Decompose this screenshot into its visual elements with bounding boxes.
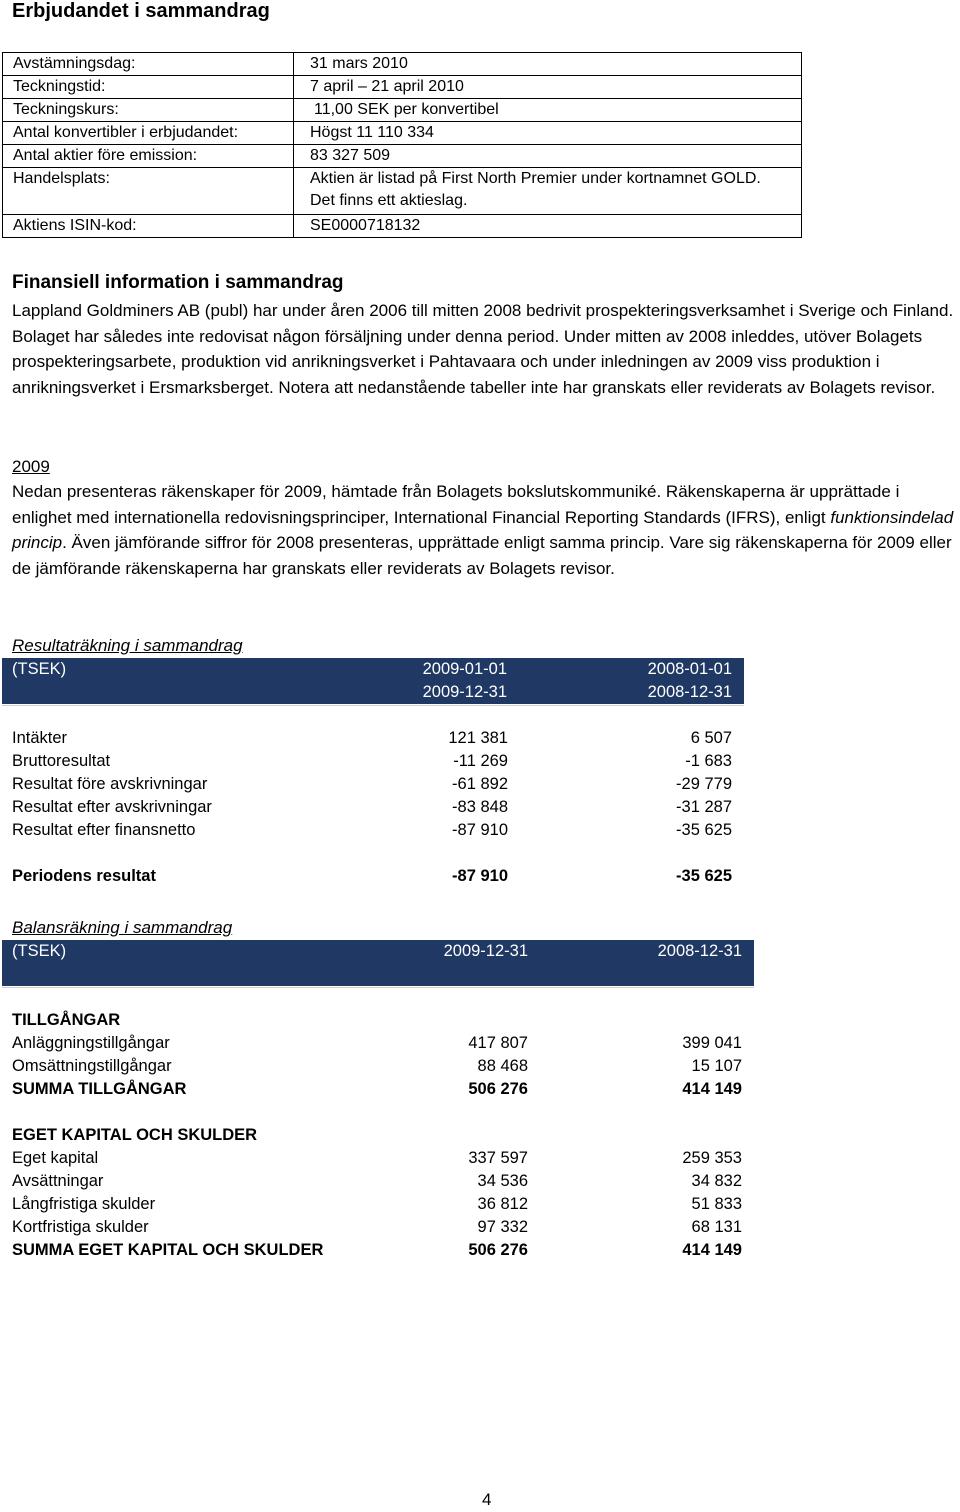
- income-row-label: Bruttoresultat: [12, 752, 111, 770]
- assets-total-label: SUMMA TILLGÅNGAR: [12, 1080, 187, 1098]
- balance-col2: 2008-12-31: [657, 942, 742, 960]
- income-total-value-2008: -35 625: [676, 867, 732, 885]
- summary-value: Högst 11 110 334: [294, 122, 802, 145]
- income-row-value-2009: -83 848: [452, 798, 508, 816]
- summary-key: Aktiens ISIN-kod:: [3, 215, 294, 238]
- year-paragraph-italic: funktionsindelad princip: [12, 507, 954, 552]
- income-row-label: Resultat före avskrivningar: [12, 775, 208, 793]
- balance-row-value-2008: 68 131: [691, 1218, 742, 1236]
- financial-info-heading: Finansiell information i sammandrag: [12, 272, 344, 293]
- balance-header-underline: [2, 987, 754, 988]
- balance-header-bar: [2, 940, 754, 986]
- summary-value-line2: Det finns ett aktieslag.: [310, 192, 468, 209]
- summary-value: 7 april – 21 april 2010: [294, 76, 802, 99]
- income-row-value-2009: -11 269: [453, 752, 508, 770]
- balance-row-value-2008: 399 041: [682, 1034, 742, 1052]
- income-row-value-2008: -35 625: [676, 821, 732, 839]
- balance-row-value-2008: 51 833: [691, 1195, 742, 1213]
- income-header-bar: [2, 658, 744, 704]
- summary-key: Teckningstid:: [3, 76, 294, 99]
- balance-row-value-2009: 97 332: [477, 1218, 528, 1236]
- year-paragraph-part2: . Även jämförande siffror för 2008 presenteras, upprättade enligt samma princip. Vare sig räkenskaperna för 2009 eller de jämförande räkenskaperna har granskats eller reviderats av Bolagets revisor.: [12, 533, 952, 578]
- table-row: [3, 122, 802, 145]
- income-row-label: Resultat efter finansnetto: [12, 821, 196, 839]
- table-row: [3, 215, 802, 238]
- balance-row-value-2009: 88 468: [477, 1057, 528, 1075]
- summary-key: Avstämningsdag:: [3, 53, 294, 76]
- income-row-value-2008: 6 507: [690, 729, 732, 747]
- balance-col1: 2009-12-31: [443, 942, 528, 960]
- summary-key: Handelsplats:: [3, 168, 294, 215]
- balance-row-value-2009: 417 807: [468, 1034, 528, 1052]
- balance-row-label: Eget kapital: [12, 1149, 99, 1167]
- page-title: Erbjudandet i sammandrag: [12, 0, 270, 22]
- balance-row-value-2008: 34 832: [691, 1172, 742, 1190]
- balance-heading: Balansräkning i sammandrag: [12, 918, 233, 937]
- liabilities-heading: EGET KAPITAL OCH SKULDER: [12, 1126, 258, 1144]
- balance-row-value-2008: 259 353: [682, 1149, 742, 1167]
- balance-unit: (TSEK): [12, 942, 67, 960]
- balance-row-label: Långfristiga skulder: [12, 1195, 156, 1213]
- summary-value: [294, 168, 802, 215]
- summary-key: Antal konvertibler i erbjudandet:: [3, 122, 294, 145]
- summary-key: Teckningskurs:: [3, 99, 294, 122]
- offer-summary-table: [2, 52, 802, 238]
- balance-row-label: Kortfristiga skulder: [12, 1218, 149, 1236]
- income-total-label: Periodens resultat: [12, 867, 156, 885]
- balance-row-label: Omsättningstillgångar: [12, 1057, 172, 1075]
- balance-row-value-2009: 34 536: [477, 1172, 528, 1190]
- income-heading: Resultaträkning i sammandrag: [12, 636, 243, 655]
- income-col2-to: 2008-12-31: [647, 683, 732, 701]
- balance-row-value-2008: 15 107: [691, 1057, 742, 1075]
- income-row-value-2008: -29 779: [676, 775, 732, 793]
- table-row: [3, 168, 802, 215]
- income-unit: (TSEK): [12, 660, 67, 678]
- income-col1-to: 2009-12-31: [422, 683, 507, 701]
- summary-value: 11,00 SEK per konvertibel: [294, 99, 802, 122]
- assets-total-value-2008: 414 149: [682, 1080, 742, 1098]
- year-paragraph-part1: Nedan presenteras räkenskaper för 2009, hämtade från Bolagets bokslutskommuniké. Räkenskaperna är upprättade i enlighet med internationella redovisningsprinciper, International Financial Reporting Standards (IFRS), enligt: [12, 482, 900, 527]
- income-col2-from: 2008-01-01: [647, 660, 732, 678]
- page-number: 4: [482, 1490, 492, 1509]
- balance-row-label: Anläggningstillgångar: [12, 1034, 170, 1052]
- assets-total-value-2009: 506 276: [468, 1080, 528, 1098]
- income-row-value-2009: 121 381: [448, 729, 508, 747]
- income-row-value-2009: -87 910: [452, 821, 508, 839]
- summary-key: Antal aktier före emission:: [3, 145, 294, 168]
- balance-row-label: Avsättningar: [12, 1172, 104, 1190]
- income-total-value-2009: -87 910: [452, 867, 508, 885]
- income-row-value-2008: -1 683: [685, 752, 732, 770]
- table-row: [3, 99, 802, 122]
- balance-row-value-2009: 36 812: [477, 1195, 528, 1213]
- summary-value: SE0000718132: [294, 215, 802, 238]
- income-row-label: Intäkter: [12, 729, 68, 747]
- income-row-value-2009: -61 892: [452, 775, 508, 793]
- balance-row-value-2009: 337 597: [468, 1149, 528, 1167]
- summary-value: 31 mars 2010: [294, 53, 802, 76]
- year-heading: 2009: [12, 457, 50, 476]
- liabilities-total-label: SUMMA EGET KAPITAL OCH SKULDER: [12, 1241, 324, 1259]
- liabilities-total-value-2009: 506 276: [468, 1241, 528, 1259]
- income-row-label: Resultat efter avskrivningar: [12, 798, 212, 816]
- income-row-value-2008: -31 287: [676, 798, 732, 816]
- table-row: [3, 53, 802, 76]
- income-col1-from: 2009-01-01: [422, 660, 507, 678]
- financial-info-paragraph: Lappland Goldminers AB (publ) har under åren 2006 till mitten 2008 bedrivit prospekteringsverksamhet i Sverige och Finland. Bolaget har således inte redovisat någon försäljning under denna period. Under mitten av 2008 inleddes, utöver Bolagets prospekteringsarbete, produktion vid anrikningsverket i Pahtavaara och under inledningen av 2009 viss produktion i anrikningsverket i Ersmarksberget. Notera att nedanstående tabeller inte har granskats eller reviderats av Bolagets revisor.: [12, 301, 954, 397]
- year-paragraph: [12, 479, 958, 581]
- liabilities-total-value-2008: 414 149: [682, 1241, 742, 1259]
- table-row: [3, 145, 802, 168]
- income-header-underline: [2, 705, 744, 706]
- assets-heading: TILLGÅNGAR: [12, 1011, 121, 1029]
- summary-value-line1: Aktien är listad på First North Premier under kortnamnet GOLD.: [310, 170, 761, 187]
- summary-value: 83 327 509: [294, 145, 802, 168]
- table-row: [3, 76, 802, 99]
